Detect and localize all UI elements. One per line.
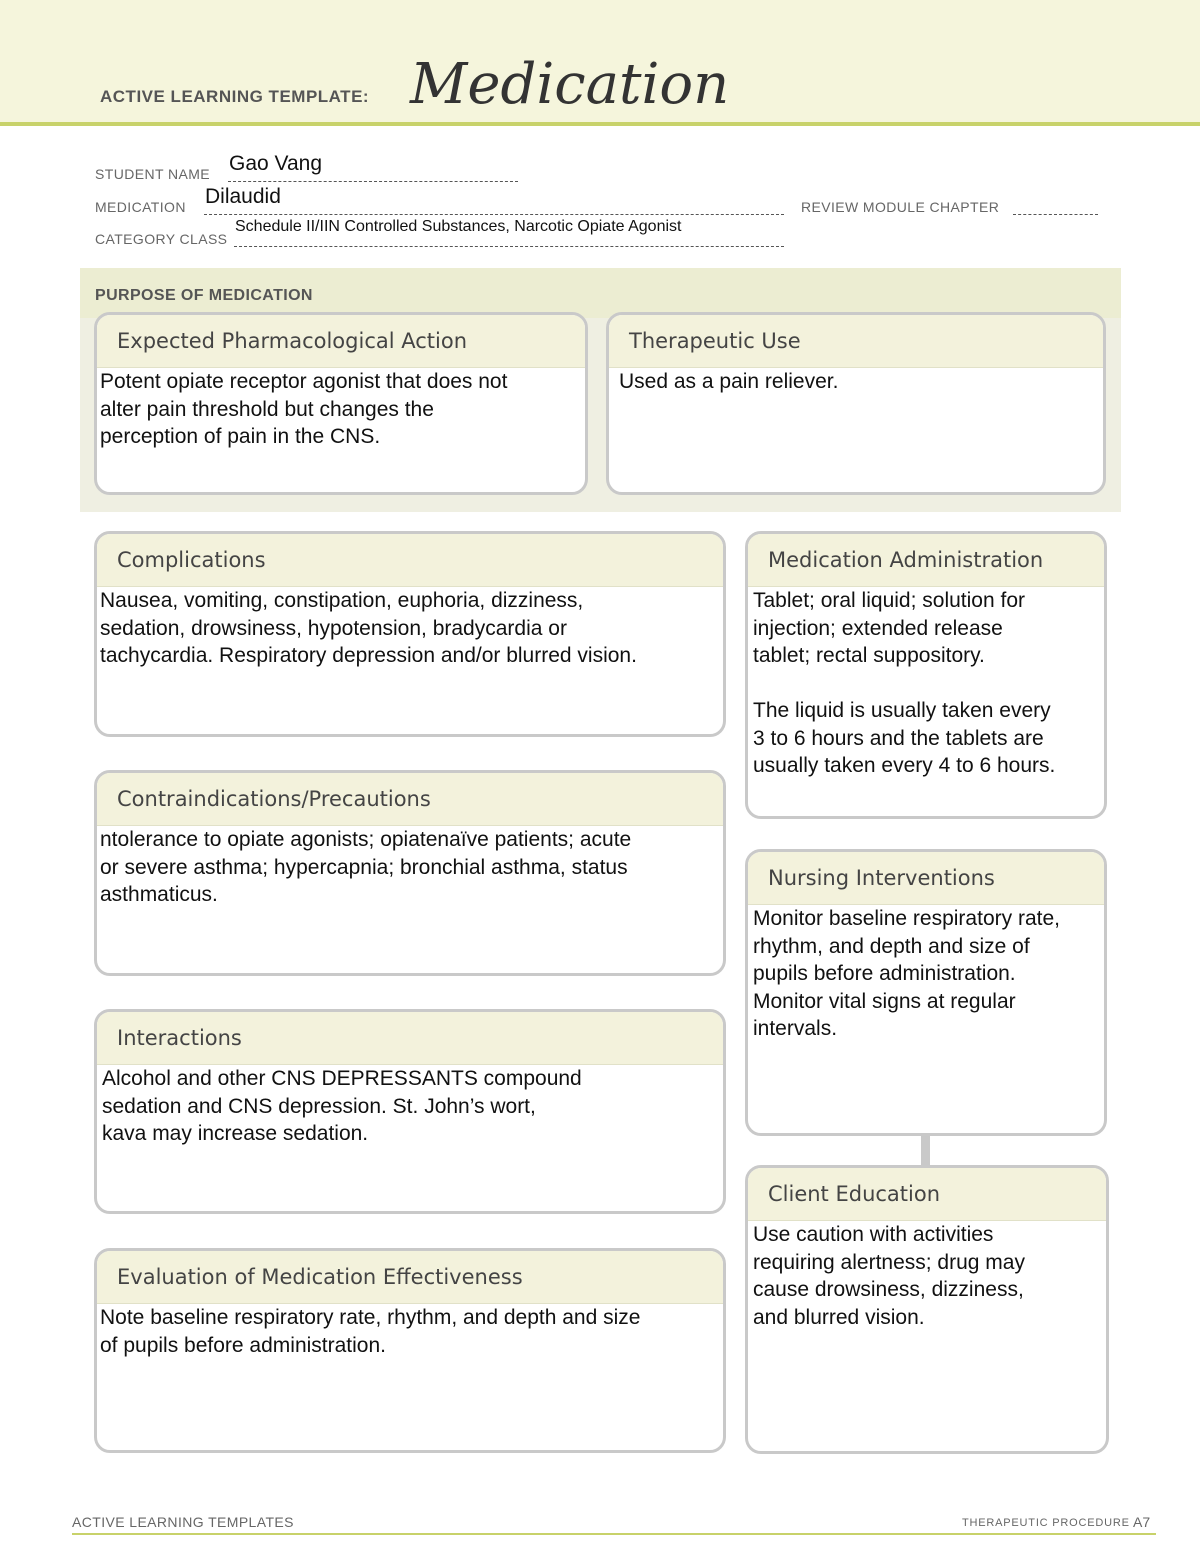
therapeutic-use-header <box>609 315 1103 368</box>
therapeutic-use-box <box>606 312 1106 495</box>
evaluation-title: Evaluation of Medication Effectiveness <box>117 1265 523 1289</box>
nursing-interventions-text[interactable]: Monitor baseline respiratory rate, rhythm, and depth and size of pupils before administration. Monitor vital signs at regular intervals. <box>753 907 1060 1040</box>
nursing-interventions-box <box>745 849 1107 1136</box>
student-name-label: STUDENT NAME <box>95 166 210 182</box>
category-class-label: CATEGORY CLASS <box>95 231 228 247</box>
expected-action-title: Expected Pharmacological Action <box>117 329 468 353</box>
administration-box <box>745 531 1107 819</box>
client-education-text[interactable]: Use caution with activities requiring alertness; drug may cause drowsiness, dizziness, and blurred vision. <box>753 1223 1025 1329</box>
client-education-header <box>748 1168 1106 1221</box>
footer-divider <box>72 1533 1156 1535</box>
review-chapter-label: REVIEW MODULE CHAPTER <box>801 199 1000 215</box>
interactions-text[interactable]: Alcohol and other CNS DEPRESSANTS compound sedation and CNS depression. St. John’s wort, kava may increase sedation. <box>102 1067 582 1145</box>
student-name-underline <box>228 181 518 182</box>
therapeutic-use-title: Therapeutic Use <box>629 329 801 353</box>
footer-left-text: ACTIVE LEARNING TEMPLATES <box>72 1514 294 1530</box>
expected-action-box <box>94 312 588 495</box>
evaluation-header <box>97 1251 723 1304</box>
evaluation-box <box>94 1248 726 1453</box>
contraindications-header <box>97 773 723 826</box>
review-chapter-underline <box>1013 214 1098 215</box>
evaluation-text[interactable]: Note baseline respiratory rate, rhythm, and depth and size of pupils before administration. <box>100 1306 641 1357</box>
student-name-value[interactable]: Gao Vang <box>229 152 323 175</box>
complications-title: Complications <box>117 548 266 572</box>
header-divider <box>0 122 1200 126</box>
nursing-interventions-header <box>748 852 1104 905</box>
complications-header <box>97 534 723 587</box>
administration-title: Medication Administration <box>768 548 1044 572</box>
complications-box <box>94 531 726 737</box>
page-number: A7 <box>1133 1514 1151 1530</box>
contraindications-box <box>94 770 726 976</box>
category-class-value[interactable]: Schedule II/IIN Controlled Substances, Narcotic Opiate Agonist <box>235 218 682 235</box>
box-connector <box>921 1133 930 1167</box>
interactions-box <box>94 1009 726 1214</box>
contraindications-text[interactable]: ntolerance to opiate agonists; opiatenaïve patients; acute or severe asthma; hypercapnia; bronchial asthma, status asthmaticus. <box>100 828 632 906</box>
footer-right-text: THERAPEUTIC PROCEDURE <box>962 1517 1130 1529</box>
nursing-interventions-title: Nursing Interventions <box>768 866 995 890</box>
contraindications-title: Contraindications/Precautions <box>117 787 431 811</box>
purpose-title: PURPOSE OF MEDICATION <box>95 287 313 304</box>
complications-text[interactable]: Nausea, vomiting, constipation, euphoria, dizziness, sedation, drowsiness, hypotension, bradycardia or tachycardia. Respiratory depression and/or blurred vision. <box>100 589 637 667</box>
interactions-header <box>97 1012 723 1065</box>
interactions-title: Interactions <box>117 1026 242 1050</box>
page-title: Medication <box>410 52 730 117</box>
administration-header <box>748 534 1104 587</box>
therapeutic-use-text[interactable]: Used as a pain reliever. <box>619 370 839 393</box>
template-label: ACTIVE LEARNING TEMPLATE: <box>100 87 370 106</box>
client-education-box <box>745 1165 1109 1454</box>
medication-value[interactable]: Dilaudid <box>205 185 281 208</box>
medication-underline <box>204 214 784 215</box>
expected-action-text[interactable]: Potent opiate receptor agonist that does not alter pain threshold but changes the perception of pain in the CNS. <box>100 370 508 448</box>
category-class-underline <box>234 246 784 247</box>
expected-action-header <box>97 315 585 368</box>
client-education-title: Client Education <box>768 1182 941 1206</box>
administration-text[interactable]: Tablet; oral liquid; solution for injection; extended release tablet; rectal suppository. The liquid is usually taken every 3 to 6 hours and the tablets are usually taken every 4 to 6 hours. <box>753 589 1056 777</box>
medication-label: MEDICATION <box>95 199 186 215</box>
